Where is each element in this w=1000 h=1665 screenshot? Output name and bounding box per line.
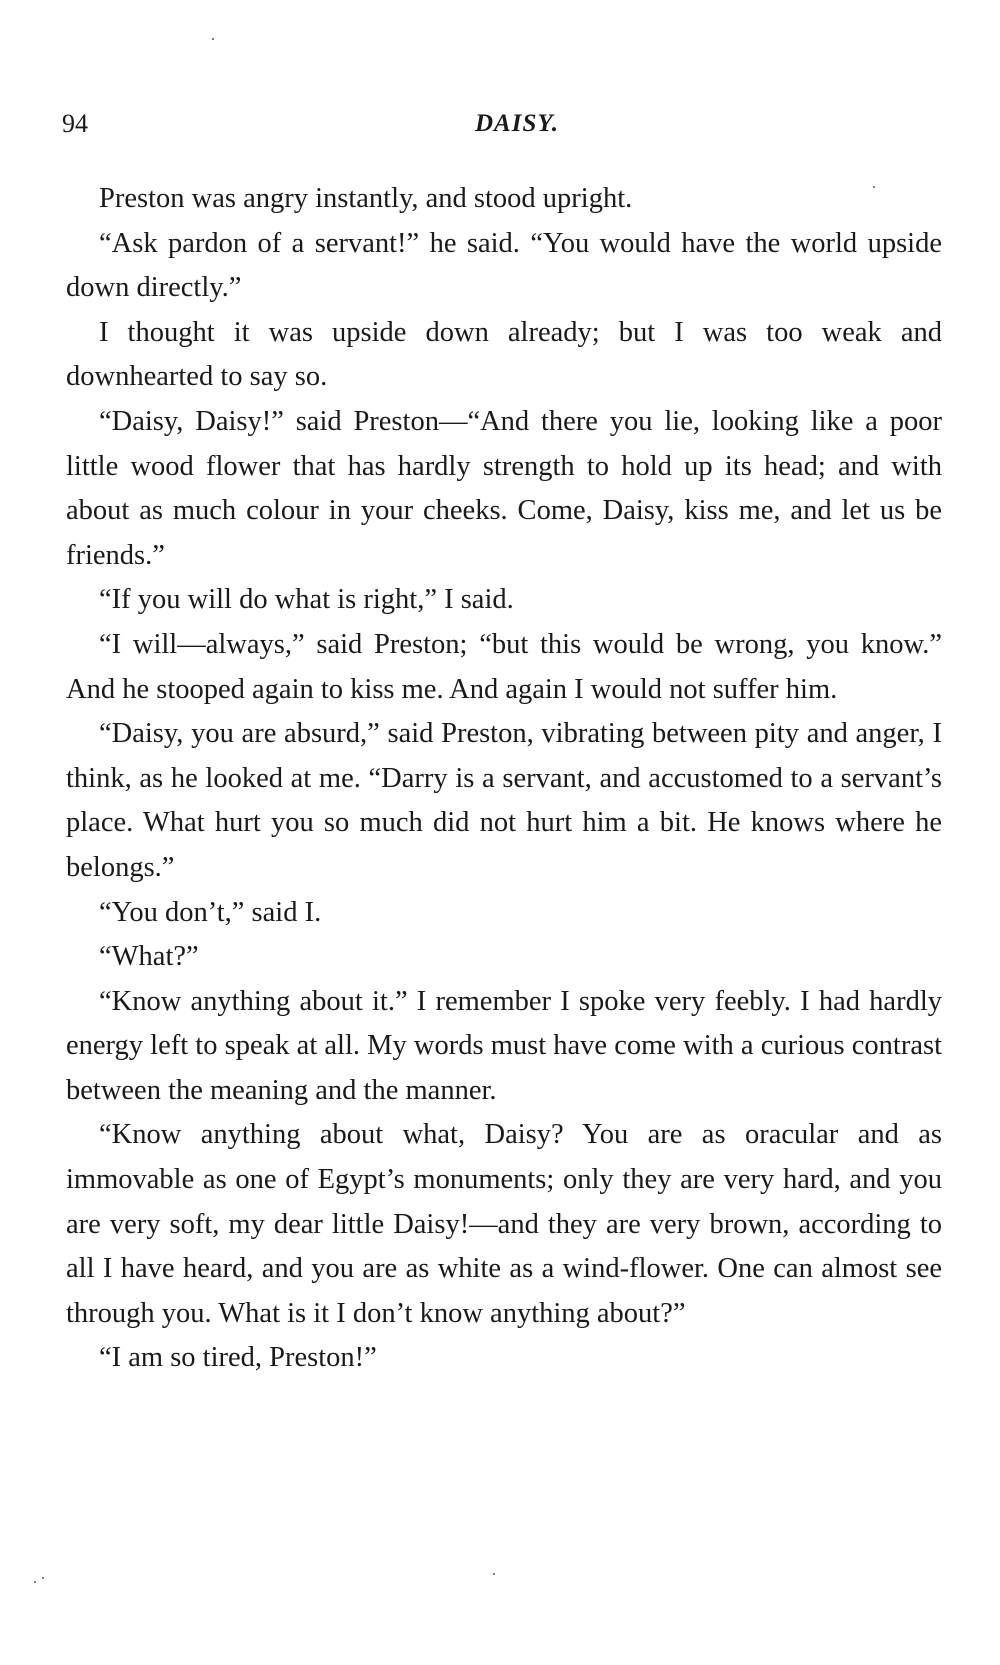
paragraph: “I will—always,” said Preston; “but this would be wrong, you know.” And he stooped again to kiss me. And again I would not suffer him. xyxy=(66,628,942,705)
paragraph: “If you will do what is right,” I said. xyxy=(99,584,514,616)
paragraph: Preston was angry instantly, and stood upright. xyxy=(99,183,633,214)
paper-speck xyxy=(34,1581,36,1583)
paper-speck xyxy=(493,1573,495,1575)
paragraph: “Daisy, you are absurd,” said Preston, vibrating between pity and anger, I think, as he looked at me. “Darry is a servant, and accustomed to a servant’s place. What hurt you so much did not hurt him a bit. He knows where he belongs.” xyxy=(66,718,942,883)
body-text xyxy=(66,177,942,1381)
paragraph: “Know anything about it.” I remember I spoke very feebly. I had hardly energy left to speak at all. My words must have come with a curious contrast between the meaning and the manner. xyxy=(66,985,942,1106)
running-title: DAISY. xyxy=(474,110,560,137)
paragraph: “Ask pardon of a servant!” he said. “You would have the world upside down directly.” xyxy=(66,227,942,304)
paragraph: “You don’t,” said I. xyxy=(99,896,322,928)
paragraph: “What?” xyxy=(99,941,199,973)
page-number: 94 xyxy=(62,109,88,138)
paragraph: “Know anything about what, Daisy? You are as oracular and as immovable as one of Egypt’s monuments; only they are very hard, and you are very soft, my dear little Daisy!—and they are very brown, according to all I have heard, and you are as white as a wind-flower. One can almost see through you. What is it I don’t know anything about?” xyxy=(66,1119,942,1329)
paragraph: “I am so tired, Preston!” xyxy=(99,1342,377,1374)
paragraph: “Daisy, Daisy!” said Preston—“And there you lie, looking like a poor little wood flower that has hardly strength to hold up its head; and with about as much colour in your cheeks. Come, Daisy, kiss me, and let us be friends.” xyxy=(66,405,942,571)
paper-speck xyxy=(212,38,214,40)
paragraph: I thought it was upside down already; but I was too weak and downhearted to say so. xyxy=(66,316,942,393)
paper-speck xyxy=(42,1577,44,1579)
page-header xyxy=(62,104,942,144)
